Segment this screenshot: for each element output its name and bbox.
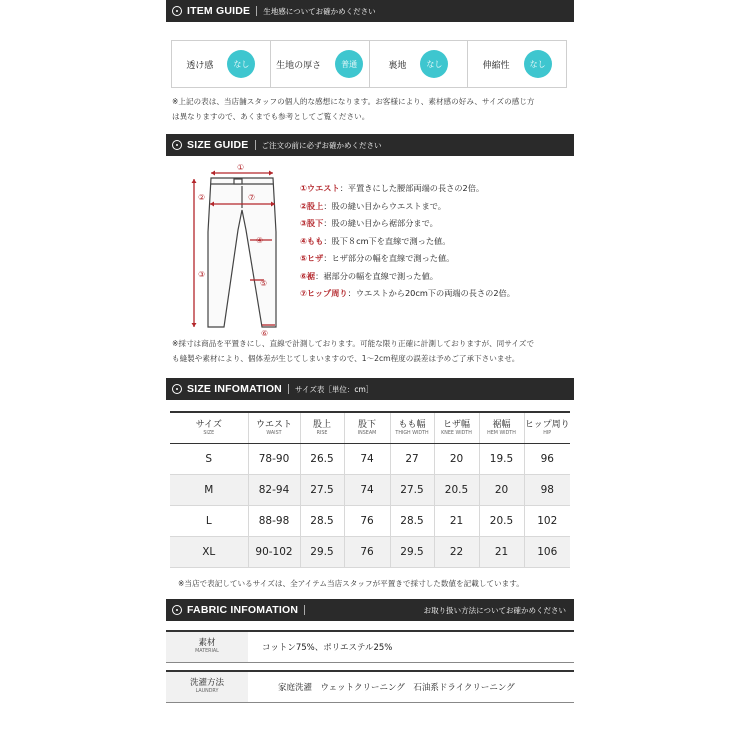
table-cell: M <box>170 475 248 506</box>
header-inseam <box>344 412 390 444</box>
size-guide-note <box>172 336 534 366</box>
guide-value-badge: なし <box>227 50 255 78</box>
measurement-text: ：ウエストから20cm下の両端の長さの2倍。 <box>347 288 515 298</box>
measurement-text: ：平置きにした腰部両端の長さの2倍。 <box>339 183 485 193</box>
table-cell: 28.5 <box>390 506 434 537</box>
table-cell: 88-98 <box>248 506 300 537</box>
guide-cell-thickness <box>271 41 370 87</box>
note-line: ※上記の表は、当店舗スタッフの個人的な感想になります。お客様により、素材感の好み、サイズの感じ方 <box>172 97 535 106</box>
marker-5: ⑤ <box>260 279 268 288</box>
header-hem <box>479 412 524 444</box>
marker-7: ⑦ <box>248 193 256 202</box>
marker-6: ⑥ <box>261 329 269 338</box>
measurement-key: ④もも <box>300 235 324 246</box>
header-rise <box>300 412 344 444</box>
marker-1: ① <box>237 163 245 172</box>
marker-4: ④ <box>256 236 264 245</box>
guide-label: 透け感 <box>186 60 214 71</box>
header-en: INSEAM <box>357 430 377 436</box>
laundry-label-en: LAUNDRY <box>195 689 219 694</box>
header-en: HIP <box>543 430 552 436</box>
guide-value-badge: 普通 <box>335 50 363 78</box>
header-ja: サイズ <box>195 419 222 430</box>
note-line: も縫製や素材により、個体差が生じてしまいますので、1～2cm程度の誤差は予めご了承下さいませ。 <box>172 354 520 363</box>
divider <box>255 140 256 150</box>
measurement-text: ：ヒザ部分の幅を直線で測った値。 <box>323 253 455 263</box>
table-cell: 21 <box>434 506 479 537</box>
guide-cell-stretch <box>468 41 566 87</box>
divider <box>288 384 289 394</box>
table-cell: 21 <box>479 537 524 568</box>
header-size <box>170 412 248 444</box>
guide-label: 生地の厚さ <box>276 60 322 71</box>
table-row <box>170 475 570 506</box>
guide-value-badge: なし <box>524 50 552 78</box>
measurement-key: ②股上 <box>300 200 324 211</box>
measurement-item <box>300 233 515 251</box>
fabric-header <box>166 599 574 621</box>
table-cell: 96 <box>524 444 570 475</box>
section-title: SIZE INFOMATION <box>187 383 282 395</box>
measurement-key: ③股下 <box>300 218 324 228</box>
target-icon <box>172 140 182 150</box>
table-cell: 27.5 <box>390 475 434 506</box>
header-hip <box>524 412 570 444</box>
table-cell: 27 <box>390 444 434 475</box>
target-icon <box>172 6 182 16</box>
measurement-item <box>300 268 515 286</box>
section-title: FABRIC INFOMATION <box>187 604 299 616</box>
table-cell: 74 <box>344 475 390 506</box>
table-cell: 102 <box>524 506 570 537</box>
section-subtitle: ご注文の前に必ずお確かめください <box>261 140 382 150</box>
table-cell: S <box>170 444 248 475</box>
fabric-material-row <box>166 630 574 663</box>
header-ja: もも幅 <box>398 419 426 430</box>
fabric-laundry-row <box>166 670 574 703</box>
header-en: RISE <box>316 430 328 436</box>
table-cell: 19.5 <box>479 444 524 475</box>
section-subtitle: お取り扱い方法についてお確かめください <box>423 605 566 615</box>
measurement-item <box>300 285 515 303</box>
divider <box>304 605 305 615</box>
item-guide-header <box>166 0 574 22</box>
table-cell: L <box>170 506 248 537</box>
size-table <box>170 411 570 568</box>
table-cell: 78-90 <box>248 444 300 475</box>
guide-cell-sheerness <box>172 41 271 87</box>
table-cell: 26.5 <box>300 444 344 475</box>
measurement-text: ：股下８cm下を直線で測った値。 <box>323 235 451 246</box>
measurement-item <box>300 250 515 268</box>
guide-label: 伸縮性 <box>482 60 510 71</box>
measurement-text: ：裾部分の幅を直線で測った値。 <box>315 270 438 281</box>
header-ja: ヒップ周り <box>524 419 570 430</box>
header-ja: ヒザ幅 <box>442 419 470 430</box>
item-guide-table <box>171 40 567 88</box>
laundry-label-ja: 洗濯方法 <box>189 678 224 688</box>
guide-value-badge: なし <box>420 50 448 78</box>
guide-label: 裏地 <box>388 60 407 71</box>
table-row <box>170 506 570 537</box>
note-line: ※採寸は商品を平置きにし、直線で計測しております。可能な限り正確に計測しておりますが、同サイズで <box>172 339 535 348</box>
header-ja: 股上 <box>312 419 331 430</box>
material-header <box>166 632 248 662</box>
measurement-text: ：股の縫い目からウエストまで。 <box>323 200 446 211</box>
table-cell: 90-102 <box>248 537 300 568</box>
table-cell: 22 <box>434 537 479 568</box>
table-cell: 20.5 <box>479 506 524 537</box>
table-cell: 76 <box>344 537 390 568</box>
table-row <box>170 537 570 568</box>
measurement-key: ①ウエスト <box>300 183 340 193</box>
marker-2: ② <box>198 193 206 202</box>
size-info-note: ※当店で表記しているサイズは、全アイテム当店スタッフが平置きで採寸した数値を記載しています。 <box>178 579 524 588</box>
measurement-item <box>300 215 515 233</box>
header-ja: 股下 <box>357 419 376 430</box>
measurement-text: ：股の縫い目から裾部分まで。 <box>323 218 438 228</box>
section-subtitle: 生地感についてお確かめください <box>263 6 376 16</box>
size-guide-header <box>166 134 574 156</box>
table-cell: 20.5 <box>434 475 479 506</box>
header-en: WAIST <box>266 430 282 436</box>
table-cell: 98 <box>524 475 570 506</box>
item-guide-note <box>172 94 535 124</box>
header-en: KNEE WIDTH <box>441 430 472 436</box>
table-cell: 20 <box>434 444 479 475</box>
header-en: THIGH WIDTH <box>395 430 429 436</box>
marker-3: ③ <box>198 270 206 279</box>
target-icon <box>172 605 182 615</box>
table-cell: 29.5 <box>390 537 434 568</box>
section-title: SIZE GUIDE <box>187 139 249 151</box>
measurement-item <box>300 198 515 216</box>
table-cell: 82-94 <box>248 475 300 506</box>
measurement-list <box>300 180 515 303</box>
size-table-header-row <box>170 412 570 444</box>
header-knee <box>434 412 479 444</box>
laundry-header <box>166 672 248 702</box>
measurement-key: ⑤ヒザ <box>300 253 324 263</box>
table-cell: 74 <box>344 444 390 475</box>
guide-cell-lining <box>370 41 469 87</box>
table-cell: XL <box>170 537 248 568</box>
table-cell: 29.5 <box>300 537 344 568</box>
header-thigh <box>390 412 434 444</box>
pants-diagram <box>180 162 290 342</box>
size-info-header <box>166 378 574 400</box>
target-icon <box>172 384 182 394</box>
table-cell: 76 <box>344 506 390 537</box>
pants-outline <box>208 178 276 327</box>
divider <box>256 6 257 16</box>
laundry-value: 家庭洗濯 ウェットクリーニング 石油系ドライクリーニング <box>278 683 515 693</box>
measurement-item <box>300 180 515 198</box>
table-cell: 106 <box>524 537 570 568</box>
material-label-en: MATERIAL <box>195 649 219 654</box>
header-en: SIZE <box>203 430 215 436</box>
table-row <box>170 444 570 475</box>
note-line: は異なりますので、あくまでも参考としてご覧ください。 <box>172 112 370 121</box>
table-cell: 28.5 <box>300 506 344 537</box>
header-waist <box>248 412 300 444</box>
measurement-key: ⑥裾 <box>300 270 316 281</box>
header-ja: ウエスト <box>255 419 292 430</box>
material-value: コットン75%、ポリエステル25% <box>262 643 393 653</box>
section-subtitle: サイズ表［単位：cm］ <box>294 384 374 394</box>
table-cell: 27.5 <box>300 475 344 506</box>
table-cell: 20 <box>479 475 524 506</box>
measurement-key: ⑦ヒップ周り <box>300 288 348 298</box>
section-title: ITEM GUIDE <box>187 5 251 17</box>
header-en: HEM WIDTH <box>487 430 516 436</box>
material-label-ja: 素材 <box>198 638 216 648</box>
header-ja: 裾幅 <box>492 419 511 430</box>
